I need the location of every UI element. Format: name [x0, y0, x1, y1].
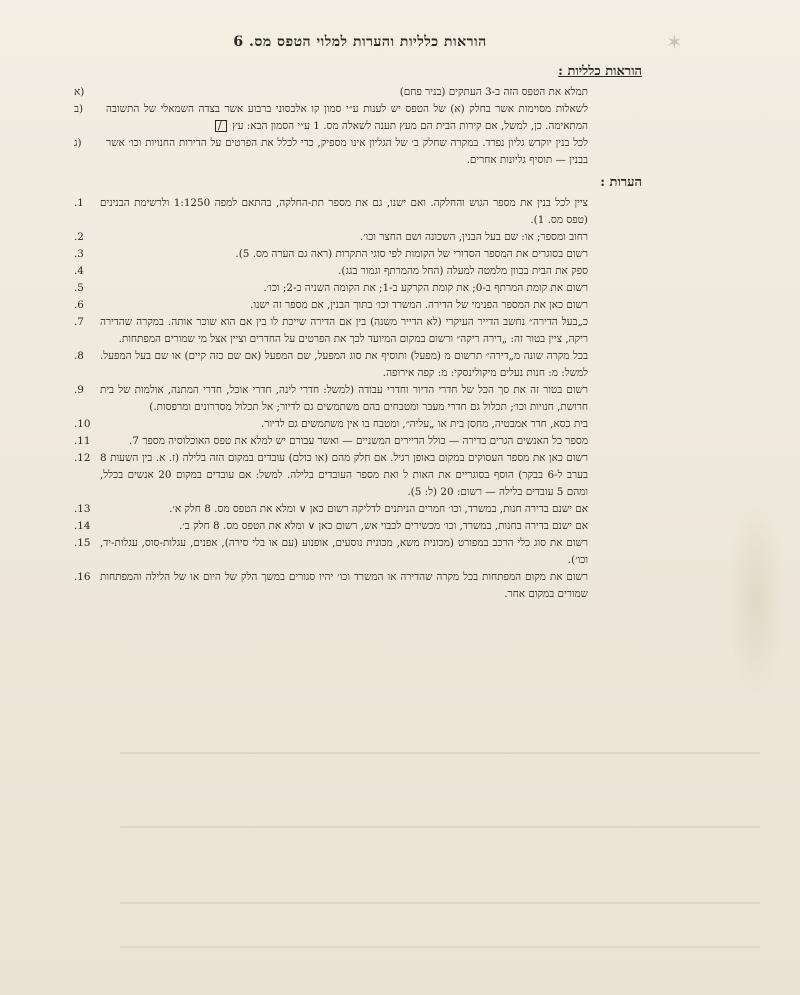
note-text: ספק את הבית בכוון מלמטה למעלה (החל מהמרתף וגמור בגג). [338, 265, 588, 277]
bleed-through-line [120, 902, 760, 904]
note-number: .7 [74, 316, 84, 328]
note-item [70, 314, 650, 348]
note-text: אם ישנם בדירה בחנות, במשרד, וכו׳ מכשירים לכבוי אש, רשום כאן ∨ ומלא את הטפס מס. 8 חלק ב׳. [179, 520, 588, 532]
note-number: .10 [74, 418, 91, 430]
note-item [70, 229, 650, 246]
note-number: .15 [74, 537, 91, 549]
note-number: .11 [74, 435, 91, 447]
note-item [70, 450, 650, 501]
note-item [70, 297, 650, 314]
note-text: רשום בטור זה את סך הכל של חדרי הדיור וחדרי עבודה (למשל: חדרי לינה, חדרי אוכל, חדרי המתנה, אולמות של בית חרושת, חנויות וכו׳; תכלול גם חדרי מעבר ומטבחים בהם משתמשים גם לדיור; אל תכלול מסדרונים ומרפסות.) [100, 384, 588, 413]
general-item-text: תמלא את הטפס הזה ב-3 העתקים (בניר פחם) [399, 86, 588, 98]
note-text: רשום את קומת המרתף ב-0; את קומת הקרקע ב-1; את הקומה השניה ב-2; וכו׳. [263, 282, 588, 294]
note-number: .6 [74, 299, 84, 311]
note-number: .9 [74, 384, 84, 396]
notes-heading: הערות : [600, 175, 642, 190]
faded-corner-note [636, 10, 786, 70]
note-text: כ„בעל הדירה״ נחשב הדייר העיקרי (לא הדייר משנה) בין אם הדירה שייכת לו בין אם הוא שוכר אותה. במקרה שהדירה ריקה, ציין בטור זה: „דירה ריקה״ ורשום במקום המיועד לכך את הפרטים על החדרים וציין אצל מי שמורים המפתחות. [100, 316, 588, 345]
note-text: אם ישנם בדירה חנות, במשרד, וכו׳ חמרים הניתנים לדליקה רשום כאן ∨ ומלא את הטפס מס. 8 חלק א׳. [169, 503, 588, 515]
general-item-text [106, 101, 650, 135]
note-number: .5 [74, 282, 84, 294]
note-item [70, 263, 650, 280]
general-item [70, 101, 650, 135]
note-number: .16 [74, 571, 91, 583]
note-item [70, 569, 650, 603]
note-number: .13 [74, 503, 91, 515]
general-item [70, 135, 650, 169]
general-item [70, 84, 650, 101]
note-text: ציין לכל בנין את מספר הגוש והחלקה. ואם ישנו, גם את מספר תת-החלקה, בהתאם למפה 1:1250 ולרשימת הבנינים (טפס מס. 1). [100, 197, 589, 226]
note-text: בכל מקרה שונה מ„דירה״ תרשום מ (מפעל) ותוסיף את סוג המפעל, שם המפעל (אם שם כזה קיים) או שם בעל המפעל. למשל: מ: חנות נעלים מיקולינסקי: מ: קפה אירופה. [100, 350, 588, 379]
page-title: הוראות כלליות והערות למלוי הטפס מס. 6 [233, 34, 487, 50]
note-text: בית כסא, חדר אמבטיה, מחסן בית או „עליה״, ומטבח בו אין משתמשים גם לדיור. [260, 418, 588, 430]
general-item-marker: ג) [74, 137, 82, 149]
note-item [70, 416, 650, 433]
note-text: רחוב ומספר; או: שם בעל הבנין, השכונה ושם החצר וכו׳. [359, 231, 588, 243]
note-text: רשום את מקום המפתחות בכל מקרה שהדירה או המשרד וכו׳ יהיו סגורים במשך הלק של היום או של הלילה והמפתחות שמורים במקום אחר. [100, 571, 588, 600]
note-number: .4 [74, 265, 84, 277]
bleed-through-line [120, 752, 760, 754]
note-item [70, 348, 650, 382]
note-item [70, 518, 650, 535]
slashed-checkbox-icon [215, 120, 227, 132]
note-number: .14 [74, 520, 91, 532]
note-item [70, 280, 650, 297]
bleed-through-line [120, 826, 760, 828]
note-number: .2 [74, 231, 84, 243]
general-item-text: לכל בנין יוקדש גליון נפרד. במקרה שחלק ב׳ של הגליון אינו מספיק, כדי לכלל את הפרטים על הדירות החנויות וכו׳ אשר בבנין — תוסיף גליונות אחרים. [106, 137, 588, 166]
paper-stain [726, 500, 786, 700]
note-text: רשום כאן את מספר העסוקים במקום באופן רגיל. אם חלק מהם (או כולם) עובדים במקום הזה בלילה (ז. א. בין השעות 8 בערב ל-6 בבקר) הוסף בסוגריים את האות ל ואת מספר העובדים בלילה. למשל: אם עובדים במקום 20 אנשים בכלל, ומהם 5 עובדים בלילה — רשום: 20 (ל: 5). [100, 452, 588, 498]
note-number: .8 [74, 350, 84, 362]
general-item-marker: ב) [74, 103, 84, 115]
note-number: .12 [74, 452, 91, 464]
general-item-text-body: לשאלות מסוימות אשר בחלק (א) של הטפס יש לענות ע״י סמון קו אלכסוני ברבוע אשר בצדה השמאלי של התשובה המתאימה. כן, למשל, אם קירות הבית הם מעץ תענה לשאלה מס. 1 ע״י הסמון הבא: עץ [106, 103, 588, 132]
note-item [70, 195, 650, 229]
note-item [70, 382, 650, 416]
note-number: .1 [74, 197, 84, 209]
notes-list [70, 195, 650, 603]
note-text: רשום בסוגרים את המספר הסדורי של הקומות לפי סוגי התקרות (ראה גם הערה מס. 5). [235, 248, 588, 260]
note-number: .3 [74, 248, 84, 260]
note-text: רשום את סוג כלי הרכב במפורט (מכונית משא, מכונית נוסעים, אופנוע (עם או בלי סירה), אפנים, עגלות-סוס, עגלות-יד, וכו׳). [100, 537, 588, 566]
bleed-through-line [120, 946, 760, 948]
note-item [70, 433, 650, 450]
instructions-sheet [70, 24, 650, 603]
note-item [70, 535, 650, 569]
faded-stamp-mark: ✶ [666, 30, 683, 54]
general-instructions-heading: הוראות כלליות : [558, 64, 642, 79]
note-text: רשום כאן את המספר הפנימי של הדירה. המשרד וכו׳ בתוך הבנין, אם מספר זה ישנו. [250, 299, 588, 311]
general-item-marker: א) [74, 86, 85, 98]
note-item [70, 246, 650, 263]
note-item [70, 501, 650, 518]
note-text: מספר כל האנשים הגרים בדירה — כולל הדיירים המשניים — ואשר עבורם יש למלא את טפס האוכלוסיה מספר 7. [129, 435, 588, 447]
